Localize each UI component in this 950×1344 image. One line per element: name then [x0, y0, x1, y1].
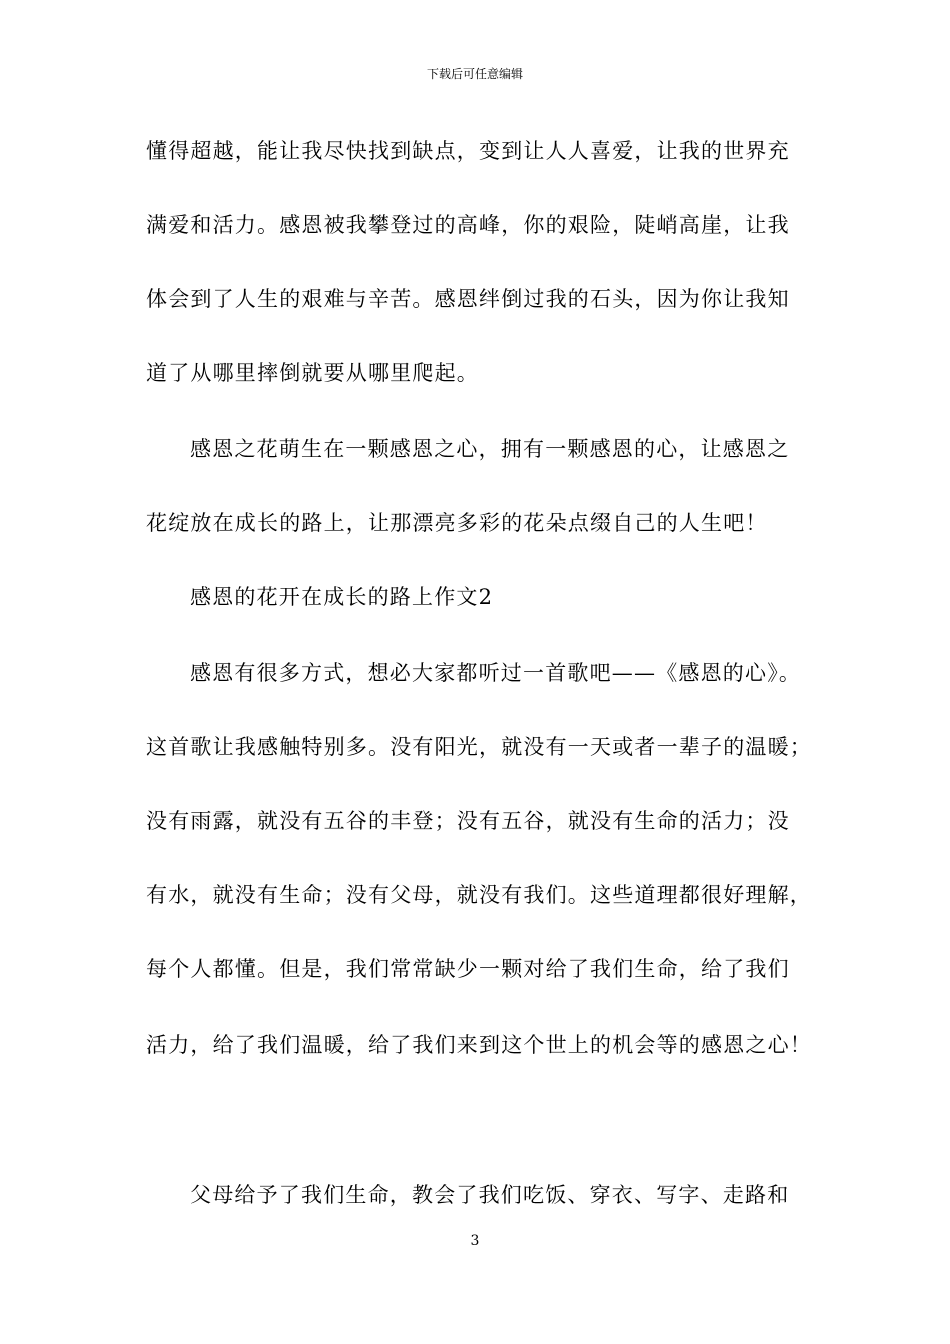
paragraph-line: 满爱和活力。感恩被我攀登过的高峰，你的艰险，陡峭高崖，让我: [146, 213, 790, 237]
paragraph-line: 道了从哪里摔倒就要从哪里爬起。: [146, 361, 479, 385]
paragraph-line: 这首歌让我感触特别多。没有阳光，就没有一天或者一辈子的温暖；: [146, 735, 812, 759]
paragraph-line: 没有雨露，就没有五谷的丰登；没有五谷，就没有生命的活力；没: [146, 809, 790, 833]
paragraph-line: 每个人都懂。但是，我们常常缺少一颗对给了我们生命，给了我们: [146, 957, 790, 981]
paragraph-line: 懂得超越，能让我尽快找到缺点，变到让人人喜爱，让我的世界充: [146, 139, 790, 163]
page-header: 下载后可任意编辑: [426, 67, 523, 81]
paragraph-line: 活力，给了我们温暖，给了我们来到这个世上的机会等的感恩之心！: [146, 1033, 812, 1057]
paragraph-line: 父母给予了我们生命，教会了我们吃饭、穿衣、写字、走路和: [190, 1183, 790, 1207]
page-number: 3: [470, 1233, 480, 1249]
paragraph-line: 感恩之花萌生在一颗感恩之心，拥有一颗感恩的心，让感恩之: [190, 437, 790, 461]
paragraph-line: 感恩有很多方式，想必大家都听过一首歌吧——《感恩的心》。: [190, 661, 802, 685]
paragraph-line: 体会到了人生的艰难与辛苦。感恩绊倒过我的石头，因为你让我知: [146, 287, 790, 311]
section-heading: 感恩的花开在成长的路上作文2: [190, 585, 494, 609]
paragraph-line: 花绽放在成长的路上，让那漂亮多彩的花朵点缀自己的人生吧！: [146, 511, 768, 535]
paragraph-line: 有水，就没有生命；没有父母，就没有我们。这些道理都很好理解，: [146, 883, 812, 907]
